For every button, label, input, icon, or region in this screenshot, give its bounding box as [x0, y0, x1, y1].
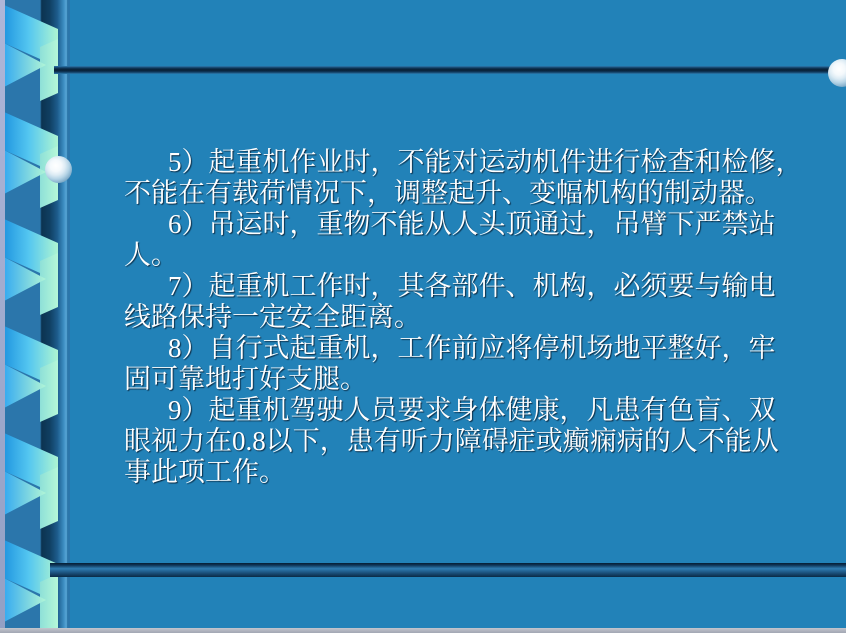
text-line: 9）起重机驾驶人员要求身体健康，凡患有色盲、双: [168, 395, 776, 425]
text-line: 事此项工作。: [124, 457, 286, 487]
text-line: 固可靠地打好支腿。: [124, 364, 367, 394]
paragraph-6: [124, 209, 784, 271]
text-line: 人。: [124, 240, 178, 270]
text-line: 不能在有载荷情况下，调整起升、变幅机构的制动器。: [124, 178, 772, 208]
sphere-ornament-right: [828, 59, 846, 87]
text-line: 7）起重机工作时，其各部件、机构，必须要与输电: [168, 271, 776, 301]
paragraph-8: [124, 333, 784, 395]
text-line: 眼视力在0.8以下，患有听力障碍症或癫痫病的人不能从: [124, 426, 779, 456]
left-edge-strip: [0, 0, 5, 633]
top-divider-line: [54, 66, 846, 74]
paragraph-7: [124, 271, 784, 333]
text-line: 5）起重机作业时，不能对运动机件进行检查和检修，: [168, 147, 803, 177]
text-line: 6）吊运时，重物不能从人头顶通过，吊臂下严禁站: [168, 209, 776, 239]
sphere-ornament-left: [45, 156, 72, 183]
slide-body-text: [124, 147, 803, 488]
bottom-divider-line: [50, 563, 846, 577]
text-line: 线路保持一定安全距离。: [124, 302, 421, 332]
ribbon-border-decoration: [0, 0, 70, 633]
bottom-edge-strip: [0, 628, 846, 633]
paragraph-9: [124, 395, 784, 488]
text-line: 8）自行式起重机，工作前应将停机场地平整好，牢: [168, 333, 776, 363]
paragraph-5: [124, 147, 803, 209]
